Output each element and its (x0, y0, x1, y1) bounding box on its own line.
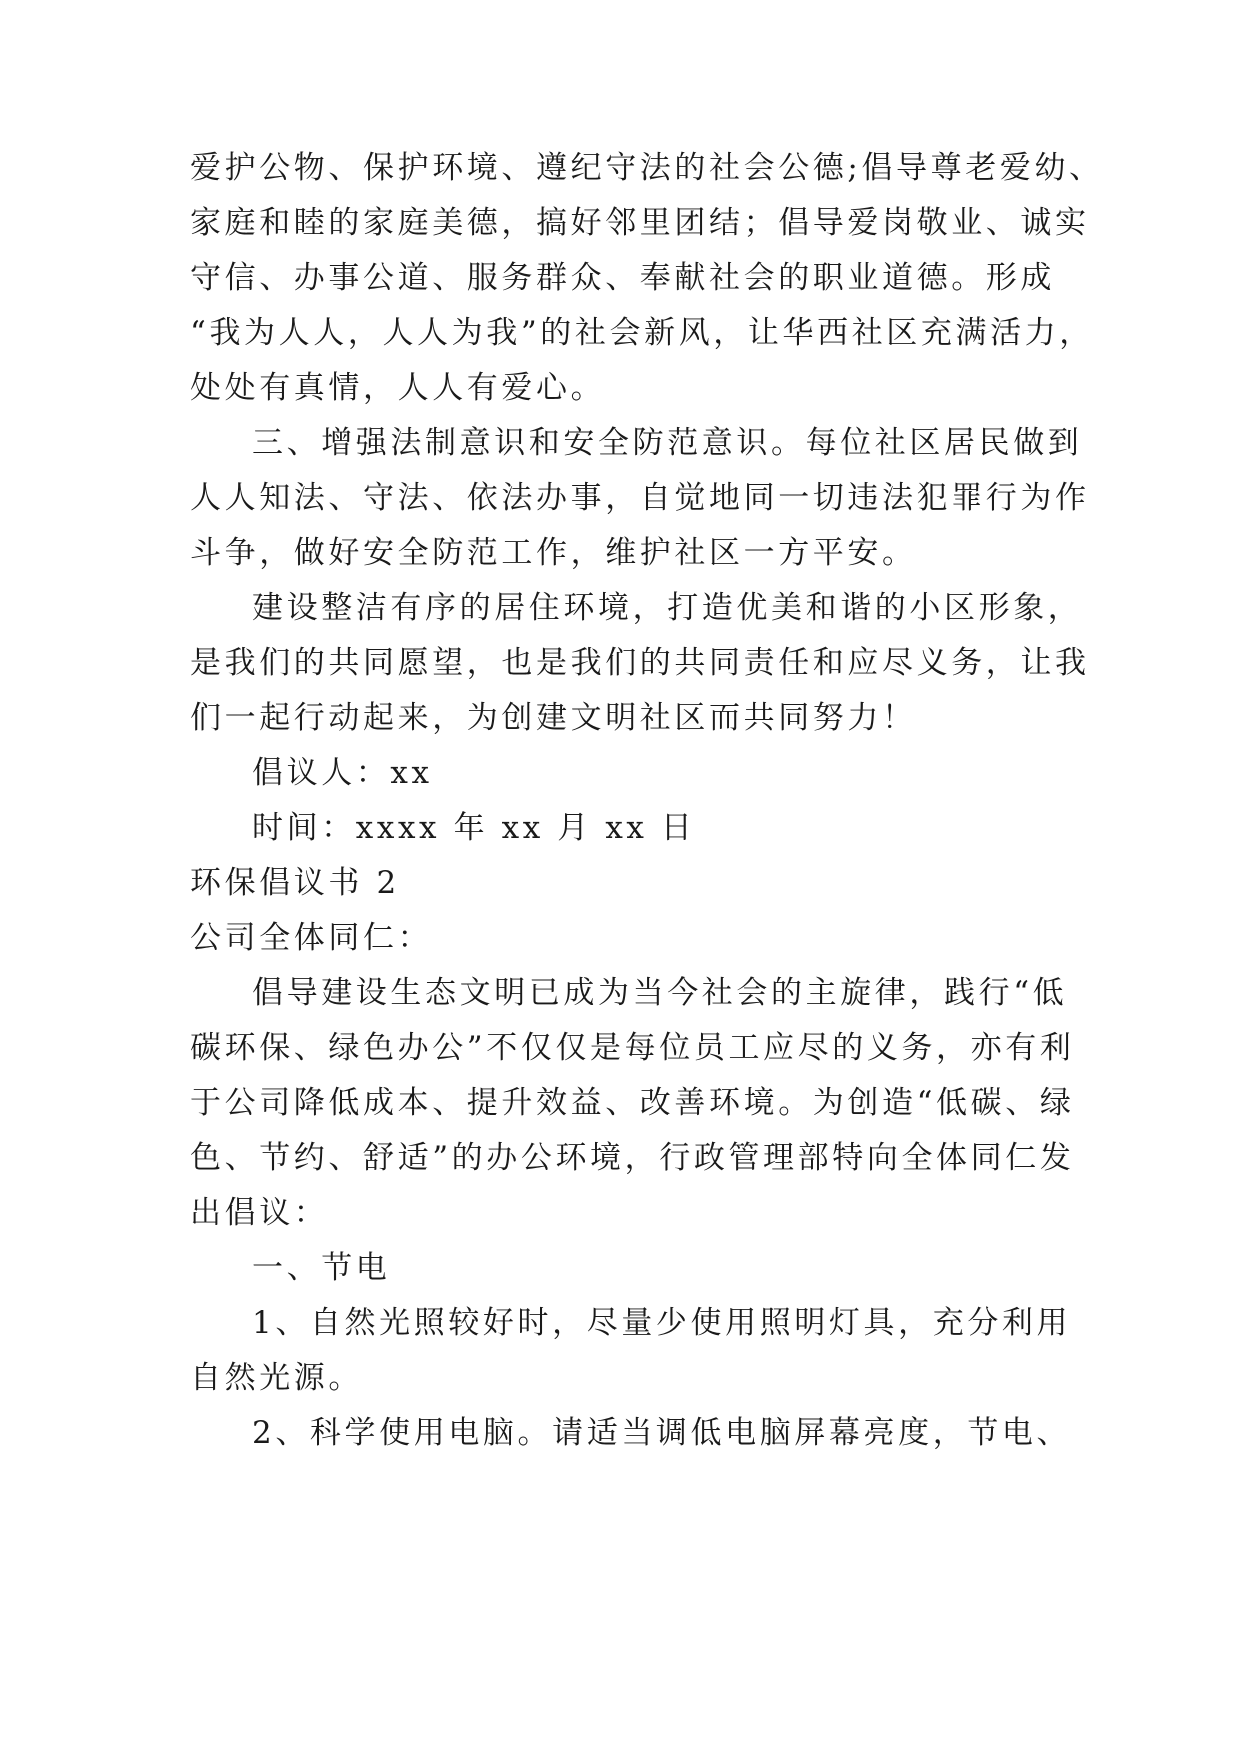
salutation: 公司全体同仁： (190, 920, 433, 956)
body-text-line: 人人知法、守法、依法办事，自觉地同一切违法犯罪行为作 (190, 480, 1090, 516)
body-text-line: 出倡议： (190, 1195, 329, 1231)
document-title: 环保倡议书 2 (190, 865, 400, 901)
list-item-2: 2、科学使用电脑。请适当调低电脑屏幕亮度，节电、 (252, 1415, 1072, 1451)
body-text-line: 自然光源。 (190, 1360, 363, 1396)
date-line: 时间：xxxx 年 xx 月 xx 日 (252, 810, 696, 846)
section-three-paragraph: 三、增强法制意识和安全防范意识。每位社区居民做到 (252, 425, 1083, 461)
proposer-signature: 倡议人：xx (252, 755, 433, 791)
body-text-line: 色、节约、舒适”的办公环境，行政管理部特向全体同仁发 (190, 1140, 1075, 1176)
list-item-1: 1、自然光照较好时，尽量少使用照明灯具，充分利用 (252, 1305, 1072, 1341)
body-text-line: “我为人人，人人为我”的社会新风，让华西社区充满活力， (190, 315, 1094, 351)
body-text-line: 守信、办事公道、服务群众、奉献社会的职业道德。形成 (190, 260, 1055, 296)
closing-paragraph: 建设整洁有序的居住环境，打造优美和谐的小区形象， (252, 590, 1083, 626)
body-text-line: 碳环保、绿色办公”不仅仅是每位员工应尽的义务，亦有利 (190, 1030, 1075, 1066)
body-text-line: 于公司降低成本、提升效益、改善环境。为创造“低碳、绿 (190, 1085, 1075, 1121)
body-text-line: 家庭和睦的家庭美德，搞好邻里团结；倡导爱岗敬业、诚实 (190, 205, 1090, 241)
body-text-line: 是我们的共同愿望，也是我们的共同责任和应尽义务，让我 (190, 645, 1090, 681)
section-heading: 一、节电 (252, 1250, 391, 1286)
body-text-line: 斗争，做好安全防范工作，维护社区一方平安。 (190, 535, 917, 571)
body-text-line: 处处有真情，人人有爱心。 (190, 370, 606, 406)
body-text-line: 爱护公物、保护环境、遵纪守法的社会公德;倡导尊老爱幼、 (190, 150, 1104, 186)
intro-paragraph: 倡导建设生态文明已成为当今社会的主旋律，践行“低 (252, 975, 1068, 1011)
body-text-line: 们一起行动起来，为创建文明社区而共同努力！ (190, 700, 917, 736)
